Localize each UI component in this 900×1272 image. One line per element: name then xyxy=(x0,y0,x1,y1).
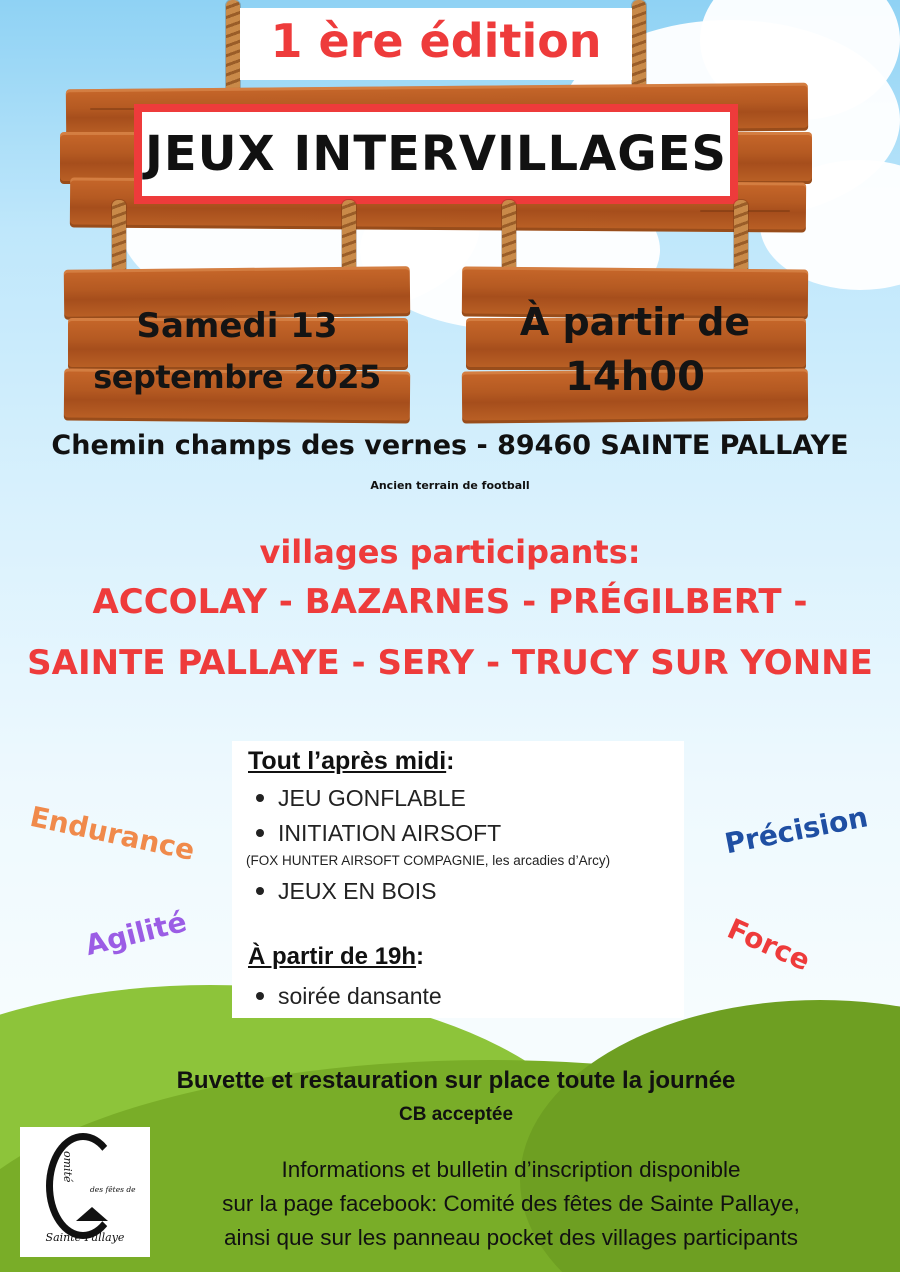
logo-middle: des fêtes de xyxy=(90,1185,136,1194)
address-note: Ancien terrain de football xyxy=(370,479,530,492)
edition-banner xyxy=(240,8,632,80)
evening-heading xyxy=(248,943,424,971)
evening-colon: : xyxy=(416,943,425,970)
evening-heading-text: À partir de 19h xyxy=(248,943,417,970)
word-force: Force xyxy=(722,912,816,978)
cb-text: CB acceptée xyxy=(398,1104,514,1125)
logo-bottom: Sainte Pallaye xyxy=(45,1231,125,1244)
edition-text: 1 ère édition xyxy=(270,14,602,68)
evening-item: soirée dansante xyxy=(256,983,442,1010)
villages-line1: ACCOLAY - BAZARNES - PRÉGILBERT - xyxy=(92,582,808,622)
address: Chemin champs des vernes - 89460 SAINTE PALLAYE xyxy=(51,430,849,461)
word-endurance: Endurance xyxy=(27,800,198,868)
logo-top: omité xyxy=(61,1151,74,1183)
program-item: INITIATION AIRSOFT xyxy=(256,820,501,847)
date-sign xyxy=(64,268,410,422)
buvette-text: Buvette et restauration sur place toute la journée xyxy=(176,1067,736,1094)
time-line1: À partir de xyxy=(519,300,751,344)
afternoon-colon: : xyxy=(446,747,455,775)
program-item: JEUX EN BOIS xyxy=(256,878,436,905)
airsoft-note: (FOX HUNTER AIRSOFT COMPAGNIE, les arcadies d’Arcy) xyxy=(246,853,611,868)
info-line3: ainsi que sur les panneau pocket des villages participants xyxy=(223,1225,799,1250)
program-item: JEU GONFLABLE xyxy=(256,785,466,812)
time-line2: 14h00 xyxy=(565,354,705,400)
info-line2: sur la page facebook: Comité des fêtes de Sainte Pallaye, xyxy=(222,1191,800,1216)
logo xyxy=(20,1127,150,1257)
program-box xyxy=(232,741,684,1018)
afternoon-heading-text: Tout l’après midi xyxy=(248,747,447,775)
logo-house-icon xyxy=(76,1207,108,1221)
villages-line2: SAINTE PALLAYE - SERY - TRUCY SUR YONNE xyxy=(27,643,873,683)
title-card xyxy=(134,104,738,204)
date-line2: septembre 2025 xyxy=(93,358,381,396)
word-agilite: Agilité xyxy=(82,905,190,963)
afternoon-heading xyxy=(248,747,455,776)
villages-heading: villages participants: xyxy=(259,533,641,571)
time-sign xyxy=(462,268,808,422)
title: JEUX INTERVILLAGES xyxy=(145,126,727,182)
word-precision: Précision xyxy=(722,800,871,861)
info-line1: Informations et bulletin d’inscription disponible xyxy=(281,1157,741,1182)
date-line1: Samedi 13 xyxy=(136,306,338,346)
